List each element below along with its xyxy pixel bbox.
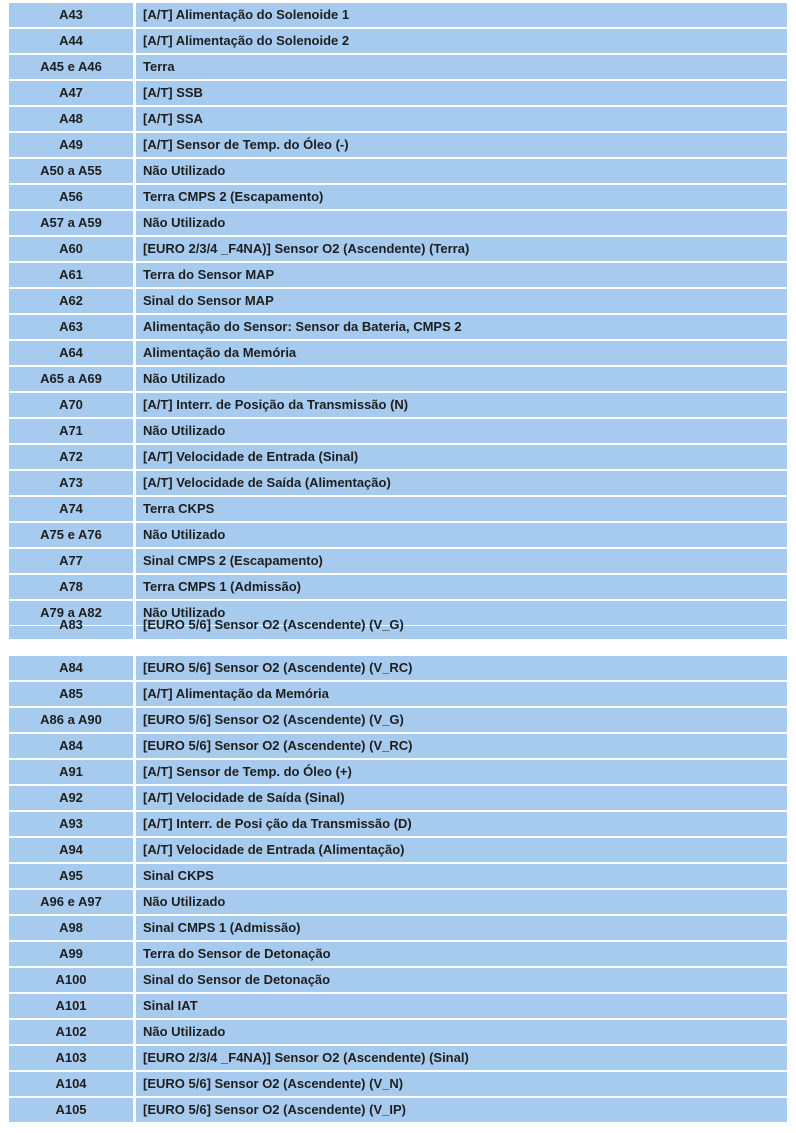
pin-description: [A/T] Interr. de Posi ção da Transmissão (D) (143, 816, 412, 831)
pin-description: Não Utilizado (143, 527, 226, 542)
pin-code: A73 (59, 475, 83, 490)
pin-code: A47 (59, 85, 83, 100)
column-divider (133, 549, 136, 573)
table-row (9, 890, 787, 915)
table-row (9, 81, 787, 106)
pin-table (9, 0, 787, 1133)
table-row (9, 107, 787, 132)
pin-code: A95 (59, 868, 83, 883)
pin-code: A78 (59, 579, 83, 594)
pin-description: [EURO 5/6] Sensor O2 (Ascendente) (V_G) (143, 617, 404, 632)
column-divider (133, 1046, 136, 1070)
pin-description: [A/T] Alimentação do Solenoide 2 (143, 33, 350, 48)
column-divider (133, 734, 136, 758)
column-divider (133, 55, 136, 79)
pin-code: A101 (55, 998, 87, 1013)
pin-code: A98 (59, 920, 83, 935)
pin-code: A103 (55, 1050, 87, 1065)
pin-description: [EURO 5/6] Sensor O2 (Ascendente) (V_RC) (143, 738, 413, 753)
column-divider (133, 159, 136, 183)
table-row (9, 471, 787, 496)
table-row (9, 617, 787, 640)
table-row (9, 445, 787, 470)
table-row (9, 3, 787, 28)
pin-code: A43 (59, 7, 83, 22)
column-divider (133, 601, 136, 625)
table-row (9, 1072, 787, 1097)
table-row (9, 1020, 787, 1045)
table-row (9, 289, 787, 314)
pin-code: A64 (59, 345, 83, 360)
pin-description: [A/T] Velocidade de Saída (Sinal) (143, 790, 345, 805)
column-divider (133, 107, 136, 131)
column-divider (133, 419, 136, 443)
column-divider (133, 497, 136, 521)
column-divider (133, 942, 136, 966)
pin-description: Sinal CMPS 1 (Admissão) (143, 920, 301, 935)
column-divider (133, 471, 136, 495)
table-row (9, 29, 787, 54)
pin-code: A94 (59, 842, 83, 857)
pin-description: Não Utilizado (143, 1024, 226, 1039)
pin-code: A104 (55, 1076, 87, 1091)
table-row (9, 760, 787, 785)
pin-code: A50 a A55 (40, 163, 102, 178)
pin-code: A91 (59, 764, 83, 779)
pin-description: [A/T] Sensor de Temp. do Óleo (-) (143, 137, 349, 152)
table-row (9, 133, 787, 158)
column-divider (133, 523, 136, 547)
column-divider (133, 445, 136, 469)
pin-description: Terra do Sensor de Detonação (143, 946, 331, 961)
column-divider (133, 133, 136, 157)
pin-code: A71 (59, 423, 83, 438)
table-row (9, 994, 787, 1019)
column-divider (133, 682, 136, 706)
pin-code: A75 e A76 (40, 527, 102, 542)
pin-description: [A/T] SSB (143, 85, 203, 100)
pin-code: A44 (59, 33, 83, 48)
pin-description: [A/T] Velocidade de Entrada (Alimentação) (143, 842, 405, 857)
pin-code: A92 (59, 790, 83, 805)
column-divider (133, 838, 136, 862)
pin-description: Terra (143, 59, 175, 74)
pin-code: A100 (55, 972, 87, 987)
pin-code: A57 a A59 (40, 215, 102, 230)
table-row (9, 211, 787, 236)
column-divider (133, 786, 136, 810)
pin-description: [EURO 5/6] Sensor O2 (Ascendente) (V_N) (143, 1076, 404, 1091)
table-row (9, 523, 787, 548)
pin-code: A79 a A82 (40, 605, 102, 620)
pin-description: Sinal do Sensor de Detonação (143, 972, 331, 987)
column-divider (133, 626, 136, 639)
pin-code: A61 (59, 267, 83, 282)
pin-code: A49 (59, 137, 83, 152)
column-divider (133, 1072, 136, 1096)
column-divider (133, 289, 136, 313)
pin-description: Não Utilizado (143, 215, 226, 230)
pin-code: A74 (59, 501, 83, 516)
table-row (9, 942, 787, 967)
pin-code: A62 (59, 293, 83, 308)
pin-description: [EURO 2/3/4 _F4NA)] Sensor O2 (Ascendente) (Terra) (143, 241, 470, 256)
pin-code: A84 (59, 738, 83, 753)
table-row (9, 734, 787, 759)
pin-code: A102 (55, 1024, 87, 1039)
column-divider (133, 708, 136, 732)
pin-code: A56 (59, 189, 83, 204)
pin-description: [A/T] Alimentação da Memória (143, 686, 329, 701)
pin-code: A93 (59, 816, 83, 831)
table-row (9, 341, 787, 366)
table-row (9, 864, 787, 889)
pin-description: Terra CKPS (143, 501, 215, 516)
table-row (9, 916, 787, 941)
table-row (9, 1098, 787, 1123)
pin-code: A83 (59, 617, 83, 632)
table-row (9, 575, 787, 600)
table-row (9, 237, 787, 262)
column-divider (133, 968, 136, 992)
table-row (9, 549, 787, 574)
column-divider (133, 341, 136, 365)
column-divider (133, 1098, 136, 1122)
column-divider (133, 393, 136, 417)
pin-code: A60 (59, 241, 83, 256)
pin-description: Terra do Sensor MAP (143, 267, 275, 282)
pin-description: Sinal do Sensor MAP (143, 293, 274, 308)
column-divider (133, 575, 136, 599)
column-divider (133, 211, 136, 235)
table-row (9, 786, 787, 811)
table-row (9, 497, 787, 522)
table-row (9, 708, 787, 733)
table-row (9, 419, 787, 444)
pin-description: Terra CMPS 1 (Admissão) (143, 579, 301, 594)
pin-description: Não Utilizado (143, 605, 226, 620)
pin-code: A72 (59, 449, 83, 464)
column-divider (133, 994, 136, 1018)
column-divider (133, 760, 136, 784)
column-divider (133, 185, 136, 209)
table-row (9, 185, 787, 210)
pin-code: A63 (59, 319, 83, 334)
column-divider (133, 1020, 136, 1044)
table-row (9, 682, 787, 707)
pin-description: Terra CMPS 2 (Escapamento) (143, 189, 324, 204)
pin-description: [A/T] Alimentação do Solenoide 1 (143, 7, 350, 22)
pin-description: Sinal CKPS (143, 868, 214, 883)
pin-code: A96 e A97 (40, 894, 102, 909)
pin-description: [A/T] Sensor de Temp. do Óleo (+) (143, 764, 352, 779)
pin-description: Alimentação da Memória (143, 345, 297, 360)
pin-code: A85 (59, 686, 83, 701)
column-divider (133, 864, 136, 888)
table-row (9, 838, 787, 863)
column-divider (133, 812, 136, 836)
pin-description: [A/T] SSA (143, 111, 203, 126)
pin-description: Não Utilizado (143, 371, 226, 386)
table-row (9, 159, 787, 184)
pin-code: A48 (59, 111, 83, 126)
pin-description: Não Utilizado (143, 163, 226, 178)
pin-description: [A/T] Velocidade de Saída (Alimentação) (143, 475, 391, 490)
column-divider (133, 263, 136, 287)
table-row (9, 367, 787, 392)
table-row (9, 393, 787, 418)
pin-code: A84 (59, 660, 83, 675)
pin-description: Não Utilizado (143, 423, 226, 438)
pin-description: [EURO 5/6] Sensor O2 (Ascendente) (V_IP) (143, 1102, 406, 1117)
table-row (9, 315, 787, 340)
pin-description: [A/T] Interr. de Posição da Transmissão (N) (143, 397, 409, 412)
pin-code: A77 (59, 553, 83, 568)
pin-code: A65 a A69 (40, 371, 102, 386)
table-row (9, 1046, 787, 1071)
column-divider (133, 367, 136, 391)
column-divider (133, 81, 136, 105)
column-divider (133, 656, 136, 680)
pin-code: A99 (59, 946, 83, 961)
pin-description: Não Utilizado (143, 894, 226, 909)
column-divider (133, 237, 136, 261)
table-row (9, 968, 787, 993)
pin-description: Sinal IAT (143, 998, 198, 1013)
pin-code: A70 (59, 397, 83, 412)
table-row (9, 263, 787, 288)
column-divider (133, 916, 136, 940)
table-row (9, 656, 787, 681)
column-divider (133, 3, 136, 27)
pin-code: A105 (55, 1102, 87, 1117)
pin-description: [A/T] Velocidade de Entrada (Sinal) (143, 449, 359, 464)
pin-description: [EURO 2/3/4 _F4NA)] Sensor O2 (Ascendente) (Sinal) (143, 1050, 469, 1065)
table-row (9, 812, 787, 837)
pin-code: A86 a A90 (40, 712, 102, 727)
column-divider (133, 315, 136, 339)
column-divider (133, 890, 136, 914)
pin-description: Alimentação do Sensor: Sensor da Bateria, CMPS 2 (143, 319, 462, 334)
pin-description: [EURO 5/6] Sensor O2 (Ascendente) (V_RC) (143, 660, 413, 675)
pin-description: [EURO 5/6] Sensor O2 (Ascendente) (V_G) (143, 712, 404, 727)
pin-code: A45 e A46 (40, 59, 102, 74)
column-divider (133, 29, 136, 53)
table-row (9, 55, 787, 80)
pin-description: Sinal CMPS 2 (Escapamento) (143, 553, 323, 568)
